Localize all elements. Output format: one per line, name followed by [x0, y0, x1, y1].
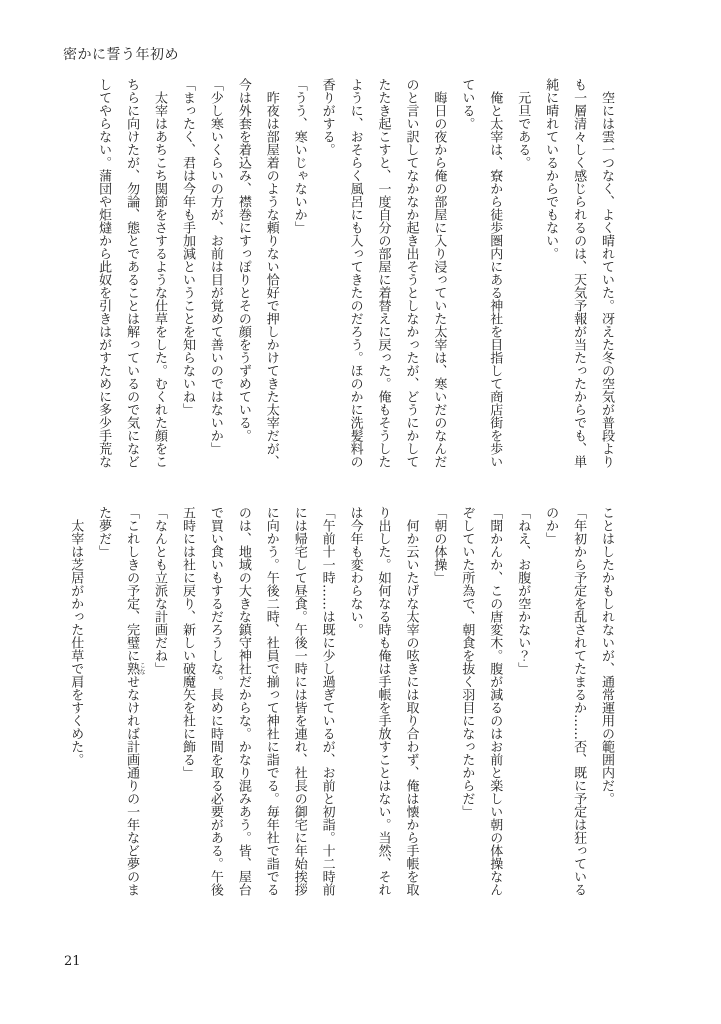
paragraph: 「ねえ、お腹が空かない？」 [515, 506, 531, 675]
paragraph: 俺と太宰は、寮から徒歩圏内にある神社を目指して商店街を歩いている。 [459, 78, 503, 468]
paragraph: ことはしたかもしれないが、通常運用の範囲内だ。 [599, 506, 614, 805]
paragraph: 空には雲一つなく、よく晴れていた。冴えた冬の空気が普段よりも一層清々しく感じられるのは、天気予報が当たったからでも、単純に晴れているからでもない。 [543, 78, 614, 468]
paragraph: 太宰は芝居がかった仕草で肩をすくめた。 [68, 506, 84, 766]
paragraph: 「年初から予定を乱されてたまるか……否、既に予定は狂っているのか」 [543, 506, 587, 896]
paragraph: 「まったく、君は今年も手加減ということを知らないね」 [179, 78, 195, 416]
paragraph: 太宰はあちこち関節をさするような仕草をした。むくれた顔をこちらに向けたが、勿論、態とであることは解っているので気になどしてやらない。蒲団や炬燵から此奴を引きはがすために多少手荒な [96, 78, 167, 468]
paragraph: 「少し寒いくらいの方が、お前は目が覚めて善いのではないか」 [207, 78, 223, 455]
text-area [0, 78, 721, 901]
paragraph: 何か云いたげな太宰の呟きには取り合わず、俺は懐から手帳を取り出した。如何なる時も俺は手帳を手放すことはない。当然、それは今年も変わらない。 [347, 506, 419, 896]
furigana-ruby: 熟 こな [124, 662, 146, 675]
paragraph: 「朝の体操」 [431, 506, 447, 584]
upper-text-band [60, 78, 620, 473]
lower-text-band [60, 506, 620, 901]
paragraph: 昨夜は部屋着のような頼りない恰好で押しかけてきた太宰だが、今は外套を着込み、襟巻にすっぽりとその顔をうずめている。 [235, 78, 279, 468]
paragraph: 元旦である。 [515, 78, 531, 169]
chapter-title: 密かに誓う年初め [63, 47, 179, 63]
page-number: 21 [64, 954, 81, 969]
paragraph: 「聞かんか、この唐変木。腹が減るのはお前と楽しい朝の体操なんぞしていた所為で、朝食を抜く羽目になったからだ」 [459, 506, 503, 896]
paragraph: 「これしきの予定、完璧に熟 こなせなければ計画通りの一年など夢のまた夢だ」 [96, 506, 146, 896]
paragraph: 「なんとも立派な計画だね」 [152, 506, 167, 675]
paragraph: 「うう、寒いじゃないか」 [291, 78, 307, 234]
paragraph: 晦日の夜から俺の部屋に入り浸っていた太宰は、寒いだのなんだのと言い訳してなかなか起き出そうとしなかったが、どうにかしてたたき起こすと、一度自分の部屋に着替えに戻った。俺もそうしたように、おそらく風呂にも入ってきたのだろう。ほのかに洗髪料の香りがする。 [319, 78, 447, 468]
paragraph: 「午前十一時……は既に少し過ぎているが、お前と初詣。十二時前には帰宅して昼食。午後一時には皆を連れ、社長の御宅に年始挨拶に向かう。午後二時、社員で揃って神社に詣でる。毎年社で詣でるのは、地域の大きな鎮守神社だからな。かなり混みあう。皆、屋台で買い食いもするだろうしな。長めに時間を取る必要がある。午後五時には社に戻り、新しい破魔矢を社に飾る」 [179, 506, 335, 896]
